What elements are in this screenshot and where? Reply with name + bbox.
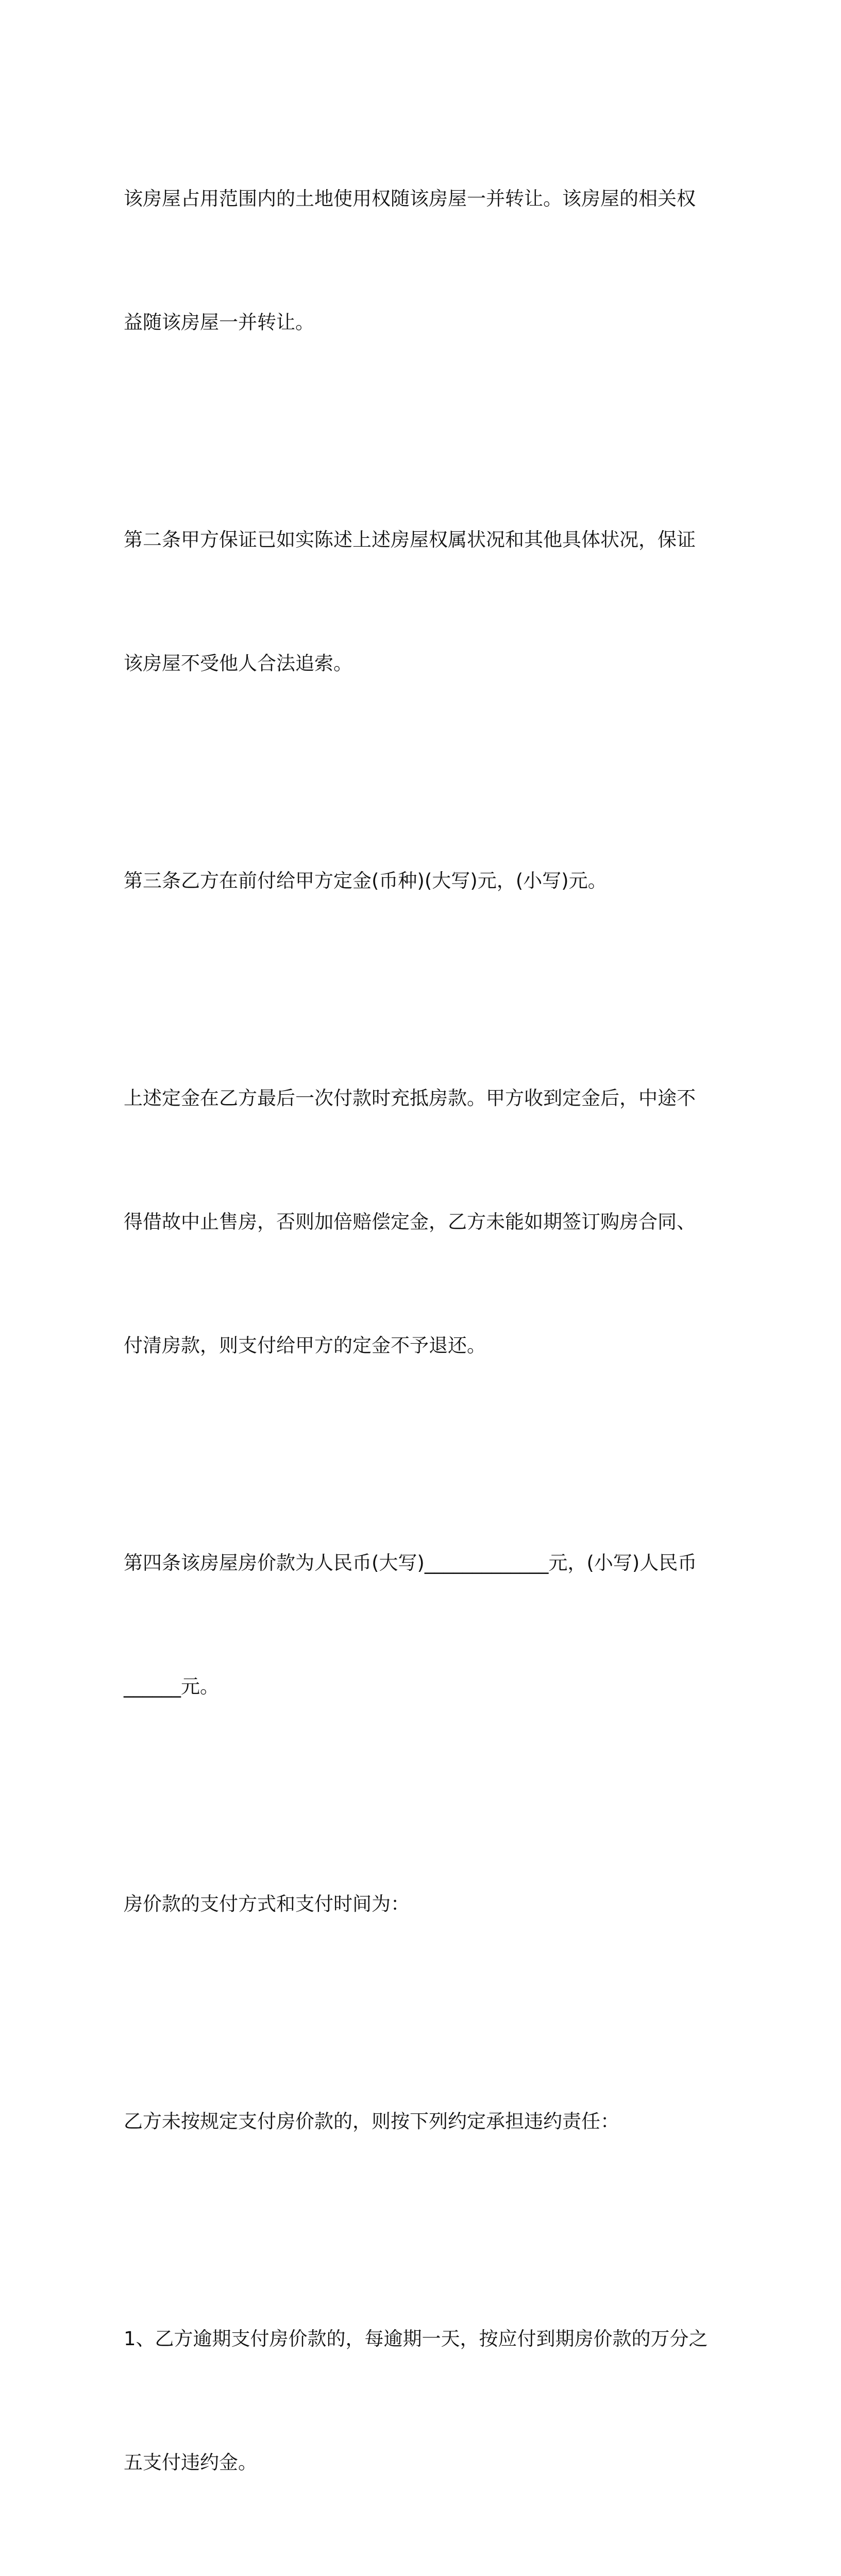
paragraph-article-2 [124, 437, 727, 767]
text-line: 第三条乙方在前付给甲方定金(币种)(大写)元，(小写)元。 [124, 870, 607, 892]
paragraph-land-use-rights [124, 96, 727, 426]
text-line: 益随该房屋一并转让。 [124, 311, 314, 333]
text-line: 1、乙方逾期支付房价款的，每逾期一天，按应付到期房价款的万分之 [124, 2328, 708, 2350]
text-line: 得借故中止售房，否则加倍赔偿定金，乙方未能如期签订购房合同、 [124, 1211, 696, 1233]
paragraph-payment-method [124, 1801, 727, 2007]
contract-body [124, 96, 727, 2576]
paragraph-deposit-terms [124, 995, 727, 1449]
paragraph-article-4 [124, 1460, 727, 1790]
paragraph-breach-liability [124, 2019, 727, 2225]
text-line: 第二条甲方保证已如实陈述上述房屋权属状况和其他具体状况，保证 [124, 529, 696, 551]
text-line: 第四条该房屋房价款为人民币(大写)_____________元，(小写)人民币 [124, 1552, 697, 1574]
text-line: 该房屋占用范围内的土地使用权随该房屋一并转让。该房屋的相关权 [124, 188, 696, 210]
text-line: ______元。 [124, 1675, 219, 1698]
text-line: 该房屋不受他人合法追索。 [124, 652, 352, 674]
text-line: 上述定金在乙方最后一次付款时充抵房款。甲方收到定金后，中途不 [124, 1087, 696, 1109]
text-line: 房价款的支付方式和支付时间为： [124, 1893, 410, 1915]
paragraph-item-1 [124, 2236, 727, 2566]
text-line: 乙方未按规定支付房价款的，则按下列约定承担违约责任： [124, 2110, 619, 2132]
text-line: 付清房款，则支付给甲方的定金不予退还。 [124, 1334, 486, 1357]
text-line: 五支付违约金。 [124, 2451, 257, 2473]
paragraph-article-3 [124, 778, 727, 984]
